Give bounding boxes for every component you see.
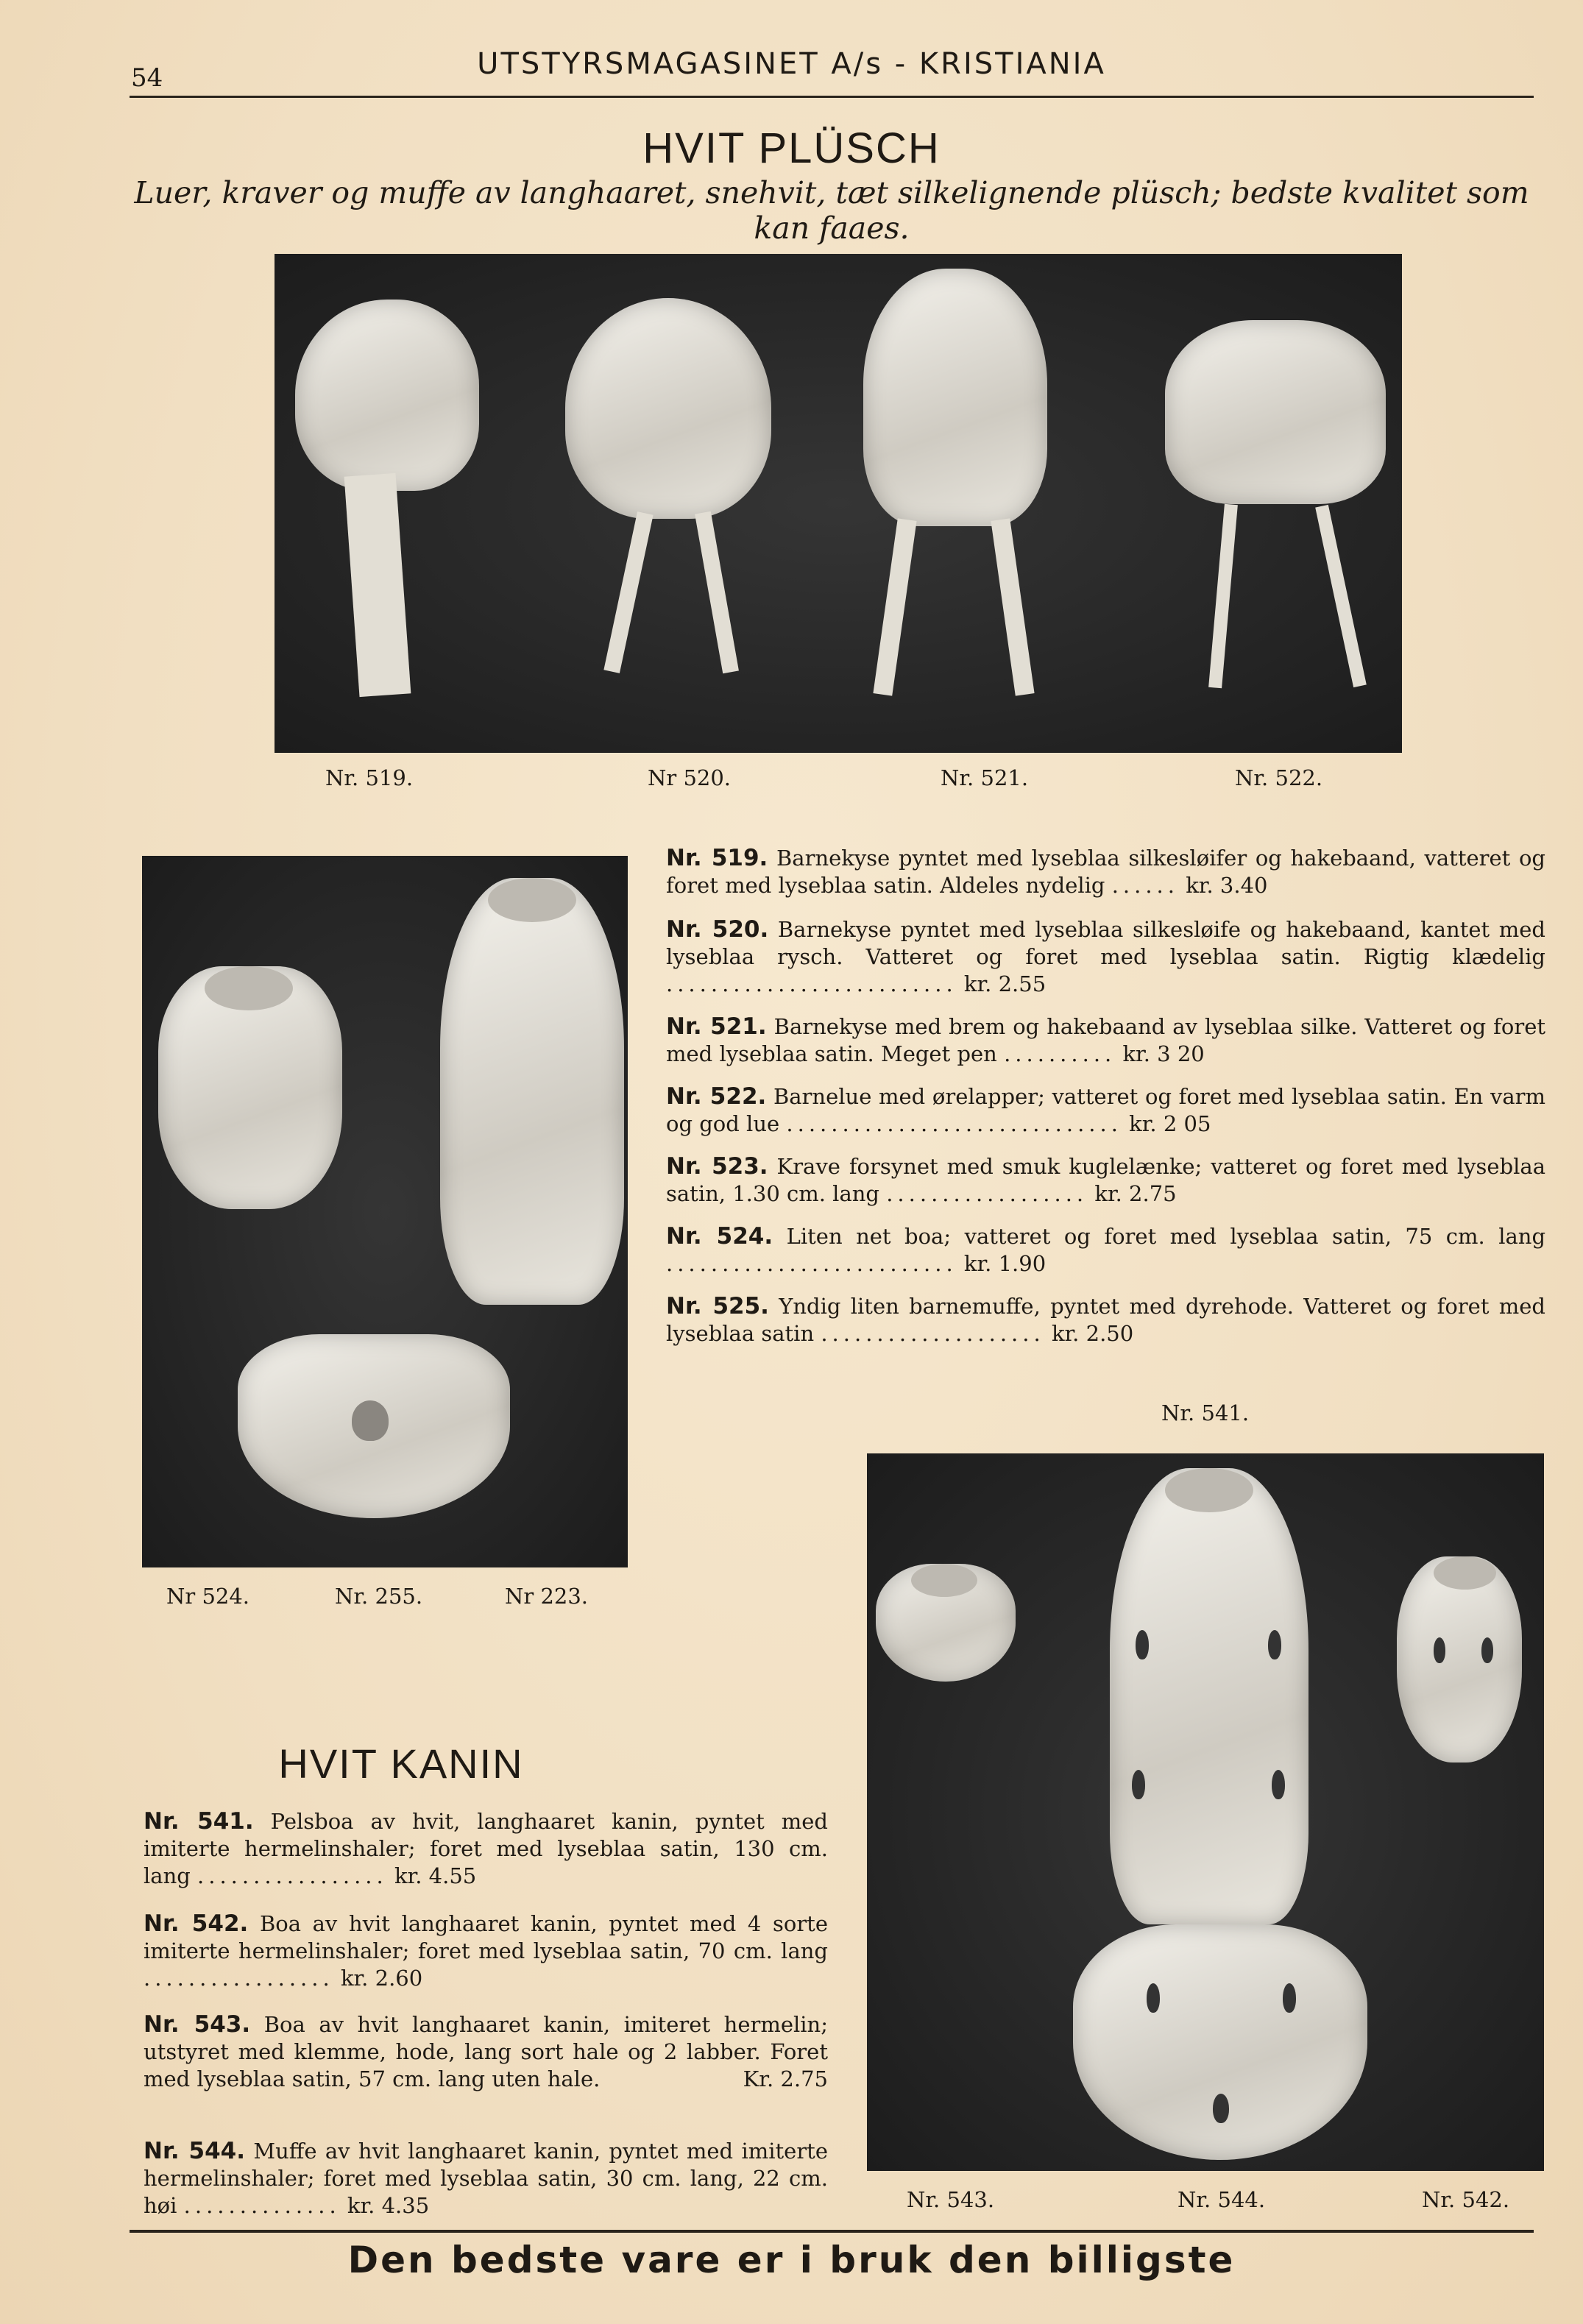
item-543: [144, 2011, 828, 2093]
caption-223-photo: Nr 223.: [505, 1584, 589, 1609]
item-525-nr: Nr. 525.: [666, 1293, 769, 1319]
collar-left-inner: [205, 966, 293, 1010]
item-544: Nr. 544. Muffe av hvit langhaaret kanin, pyntet med imiterte hermelinshaler; foret med lyseblaa satin, 30 cm. lang, 22 cm. høi .............. kr. 4.35: [144, 2138, 828, 2218]
caption-519: Nr. 519.: [325, 765, 414, 790]
item-522: Nr. 522. Barnelue med ørelapper; vatteret og foret med lyseblaa satin. En varm og god lue .............................. kr. 2 05: [666, 1083, 1545, 1136]
item-521-price: kr. 3 20: [1122, 1041, 1205, 1066]
item-524-price: kr. 1.90: [963, 1251, 1047, 1276]
cap-522-tie-left: [1208, 504, 1238, 689]
item-523-text: Krave forsynet med smuk kuglelænke; vatteret og foret med lyseblaa satin, 1.30 cm. lang: [666, 1154, 1546, 1206]
bonnet-520-tie-right: [695, 511, 739, 673]
muff-544-tail-1: [1147, 1983, 1160, 2013]
page-number: 54: [131, 63, 163, 93]
item-543-nr: Nr. 543.: [144, 2011, 251, 2038]
bonnet-519-ribbon: [344, 473, 411, 697]
section-title-kanin: HVIT KANIN: [278, 1740, 524, 1787]
bonnet-520: [565, 298, 771, 519]
boa-541: [1110, 1468, 1308, 1924]
item-520-price: kr. 2.55: [963, 971, 1047, 996]
item-520-text: Barnekyse pyntet med lyseblaa silkesløife og hakebaand, kantet med lyseblaa rysch. Vatteret og foret med lyseblaa satin. Rigtig klædelig: [666, 917, 1545, 969]
bonnet-521: [863, 269, 1047, 526]
boa-541-inner: [1165, 1468, 1253, 1512]
item-522-text: Barnelue med ørelapper; vatteret og foret med lyseblaa satin. En varm og god lue: [666, 1084, 1545, 1136]
photo-collars-muff: [142, 856, 628, 1567]
bonnet-520-tie-left: [603, 511, 653, 673]
running-head: UTSTYRSMAGASINET A/s - KRISTIANIA: [477, 47, 1106, 81]
muff-544-tail-2: [1283, 1983, 1296, 2013]
item-523: Nr. 523. Krave forsynet med smuk kuglelænke; vatteret og foret med lyseblaa satin, 1.30 cm. lang .................. kr. 2.75: [666, 1153, 1546, 1206]
item-542-nr: Nr. 542.: [144, 1910, 249, 1937]
item-541: Nr. 541. Pelsboa av hvit, langhaaret kanin, pyntet med imiterte hermelinshaler; foret med lyseblaa satin, 130 cm. lang ................. kr. 4.55: [144, 1808, 828, 1888]
caption-543-photo: Nr. 543.: [907, 2187, 995, 2212]
cap-522: [1165, 320, 1386, 504]
item-541-text: Pelsboa av hvit, langhaaret kanin, pyntet med imiterte hermelinshaler; foret med lyseblaa satin, 130 cm. lang: [144, 1809, 828, 1888]
boa-inner: [488, 878, 576, 922]
caption-521: Nr. 521.: [941, 765, 1029, 790]
bonnet-519: [295, 300, 479, 491]
item-521-nr: Nr. 521.: [666, 1013, 767, 1040]
item-541-price: kr. 4.55: [394, 1863, 477, 1888]
boa-542-tail-1: [1434, 1637, 1445, 1663]
section-subtitle-plusch: Luer, kraver og muffe av langhaaret, snehvit, tæt silkelignende plüsch; bedste kvalitet som kan faaes.: [134, 175, 1529, 246]
boa-543-inner: [911, 1564, 977, 1597]
photo-kanin: [867, 1453, 1544, 2171]
item-525: Nr. 525. Yndig liten barnemuffe, pyntet med dyrehode. Vatteret og foret med lyseblaa satin .................... kr. 2.50: [666, 1293, 1545, 1346]
boa-542-tail-2: [1481, 1637, 1493, 1663]
item-544-text: Muffe av hvit langhaaret kanin, pyntet med imiterte hermelinshaler; foret med lyseblaa satin, 30 cm. lang, 22 cm. høi: [144, 2139, 828, 2218]
item-520-nr: Nr. 520.: [666, 916, 769, 943]
item-519: Nr. 519. Barnekyse pyntet med lyseblaa silkesløifer og hakebaand, vatteret og foret med lyseblaa satin. Aldeles nydelig ...... kr. 3.40: [666, 845, 1546, 898]
boa-541-tail-1: [1136, 1630, 1149, 1659]
item-543-price: Kr. 2.75: [743, 2066, 828, 2091]
boa-541-tail-2: [1268, 1630, 1281, 1659]
item-523-price: kr. 2.75: [1094, 1181, 1177, 1206]
item-543-text: Boa av hvit langhaaret kanin, imiteret hermelin; utstyret med klemme, hode, lang sort hale og 2 labber. Foret med lyseblaa satin, 57 cm. lang uten hale.: [144, 2012, 829, 2091]
item-519-text: Barnekyse pyntet med lyseblaa silkesløifer og hakebaand, vatteret og foret med lyseblaa satin. Aldeles nydelig: [666, 846, 1546, 898]
caption-542-photo: Nr. 542.: [1422, 2187, 1510, 2212]
caption-544-photo: Nr. 544.: [1177, 2187, 1266, 2212]
caption-524-photo: Nr 524.: [166, 1584, 250, 1609]
item-542-text: Boa av hvit langhaaret kanin, pyntet med 4 sorte imiterte hermelinshaler; foret med lyseblaa satin, 70 cm. lang: [144, 1911, 828, 1963]
item-524-nr: Nr. 524.: [666, 1223, 773, 1250]
photo-bonnets: [275, 254, 1402, 753]
header-rule: [130, 96, 1534, 98]
item-519-nr: Nr. 519.: [666, 845, 768, 871]
item-520: Nr. 520. Barnekyse pyntet med lyseblaa silkesløife og hakebaand, kantet med lyseblaa rysch. Vatteret og foret med lyseblaa satin. Rigtig klædelig .......................... kr. 2.55: [666, 916, 1545, 996]
item-544-nr: Nr. 544.: [144, 2138, 246, 2164]
item-519-price: kr. 3.40: [1186, 873, 1268, 898]
section-title-plusch: HVIT PLÜSCH: [642, 124, 941, 172]
boa-542-inner: [1434, 1556, 1496, 1590]
muff-544-tail-3: [1213, 2094, 1229, 2123]
item-542-price: kr. 2.60: [340, 1966, 423, 1991]
footer-motto: Den bedste vare er i bruk den billigste: [347, 2239, 1236, 2281]
bonnet-521-tie-left: [873, 518, 916, 695]
boa-right: [440, 878, 624, 1305]
item-523-nr: Nr. 523.: [666, 1153, 768, 1180]
item-522-nr: Nr. 522.: [666, 1083, 767, 1110]
bonnet-521-tie-right: [991, 518, 1034, 695]
item-544-price: kr. 4.35: [347, 2193, 430, 2218]
item-521: Nr. 521. Barnekyse med brem og hakebaand av lyseblaa silke. Vatteret og foret med lyseblaa satin. Meget pen .......... kr. 3 20: [666, 1013, 1546, 1066]
cap-522-tie-right: [1315, 505, 1367, 687]
boa-541-tail-3: [1132, 1770, 1145, 1799]
item-521-text: Barnekyse med brem og hakebaand av lyseblaa silke. Vatteret og foret med lyseblaa satin. Meget pen: [666, 1014, 1546, 1066]
caption-541-photo: Nr. 541.: [1161, 1400, 1250, 1425]
muff-544: [1073, 1924, 1367, 2160]
item-525-text: Yndig liten barnemuffe, pyntet med dyrehode. Vatteret og foret med lyseblaa satin: [666, 1294, 1545, 1346]
caption-522: Nr. 522.: [1235, 765, 1323, 790]
item-522-price: kr. 2 05: [1129, 1111, 1211, 1136]
footer-rule: [130, 2230, 1534, 2233]
item-542: Nr. 542. Boa av hvit langhaaret kanin, pyntet med 4 sorte imiterte hermelinshaler; foret med lyseblaa satin, 70 cm. lang ................. kr. 2.60: [144, 1910, 828, 1991]
item-541-nr: Nr. 541.: [144, 1808, 254, 1835]
muff-animal-head: [352, 1400, 389, 1441]
item-524: Nr. 524. Liten net boa; vatteret og foret med lyseblaa satin, 75 cm. lang .......................... kr. 1.90: [666, 1223, 1546, 1276]
item-525-price: kr. 2.50: [1051, 1321, 1134, 1346]
caption-520: Nr 520.: [648, 765, 732, 790]
boa-541-tail-4: [1272, 1770, 1285, 1799]
item-524-text: Liten net boa; vatteret og foret med lyseblaa satin, 75 cm. lang: [786, 1224, 1546, 1249]
caption-255-photo: Nr. 255.: [335, 1584, 423, 1609]
